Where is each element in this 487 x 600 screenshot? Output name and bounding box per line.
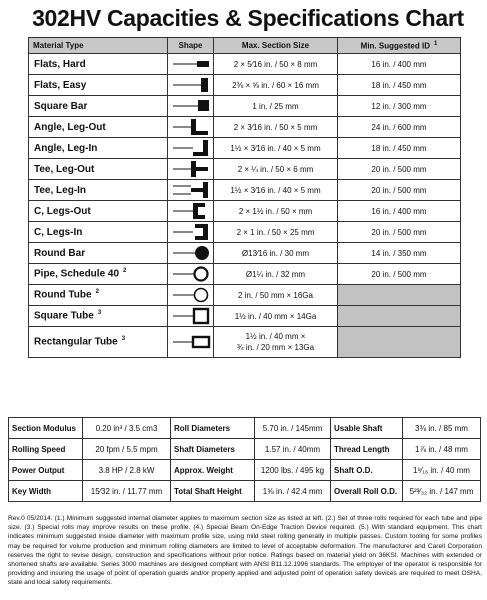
capacity-row (29, 285, 461, 306)
footnote-marker: 1 (434, 40, 438, 47)
max-section-size-value: 1½ × 3⁄16 in. / 40 × 5 mm (230, 143, 321, 153)
spec-label: Roll Diameters (171, 418, 255, 439)
material-type-label: Angle, Leg-In (34, 142, 98, 154)
angle-leg-out-icon (168, 118, 213, 136)
max-section-size-cell (214, 306, 338, 327)
capacity-row (29, 264, 461, 285)
capacity-row (29, 159, 461, 180)
min-suggested-id-cell (338, 222, 461, 243)
spec-label: Approx. Weight (171, 460, 255, 481)
header-shape: Shape (168, 38, 214, 54)
material-type-cell (29, 201, 168, 222)
shape-cell (168, 306, 214, 327)
max-section-size-cell (214, 75, 338, 96)
shape-cell (168, 75, 214, 96)
max-section-size-cell (214, 159, 338, 180)
material-type-label: Square Bar (34, 100, 88, 112)
shape-cell (168, 327, 214, 358)
spec-label: Thread Length (331, 439, 403, 460)
tee-leg-out-icon (168, 160, 213, 178)
spec-value: 1200 lbs. / 495 kg (255, 460, 331, 481)
material-type-cell (29, 285, 168, 306)
min-suggested-id-cell (338, 117, 461, 138)
min-suggested-id-cell (338, 96, 461, 117)
capacity-row (29, 138, 461, 159)
max-section-size-cell (214, 327, 338, 358)
material-type-cell (29, 117, 168, 138)
min-suggested-id-value: 16 in. / 400 mm (371, 59, 427, 69)
max-section-size-cell (214, 264, 338, 285)
min-suggested-id-cell (338, 264, 461, 285)
max-section-size-value: 1½ × 3⁄16 in. / 40 × 5 mm (230, 185, 321, 195)
material-type-cell (29, 159, 168, 180)
shape-cell (168, 96, 214, 117)
square-bar-icon (168, 98, 213, 114)
spec-label: Overall Roll O.D. (331, 481, 403, 502)
angle-leg-in-icon (168, 139, 213, 157)
max-section-size-value: 2 in. / 50 mm × 16Ga (238, 290, 313, 300)
material-type-cell (29, 222, 168, 243)
spec-row (9, 481, 481, 502)
spec-value: 5.70 in. / 145mm (255, 418, 331, 439)
max-section-size-line: ¾ in. / 20 mm × 13Ga (236, 343, 315, 352)
spec-label: Shaft O.D. (331, 460, 403, 481)
spec-value: 20 fpm / 5.5 mpm (83, 439, 171, 460)
shape-cell (168, 243, 214, 264)
capacity-row (29, 54, 461, 75)
min-suggested-id-cell (338, 138, 461, 159)
capacity-row (29, 327, 461, 358)
shape-cell (168, 117, 214, 138)
max-section-size-cell (214, 138, 338, 159)
material-type-label: Tee, Leg-In (34, 184, 87, 196)
spec-label: Power Output (9, 460, 83, 481)
max-section-size-value: 2 × 1 in. / 50 × 25 mm (236, 227, 315, 237)
flat-hard-icon (168, 57, 213, 71)
rectangular-tube-icon (168, 333, 213, 351)
min-suggested-id-cell (338, 327, 461, 358)
spec-value: 1⅞ in. / 48 mm (403, 439, 481, 460)
material-type-cell (29, 327, 168, 358)
spec-value: 3⅜ in. / 85 mm (403, 418, 481, 439)
footnote-marker: 3 (121, 336, 126, 343)
min-suggested-id-cell (338, 243, 461, 264)
shape-cell (168, 264, 214, 285)
max-section-size-cell (214, 54, 338, 75)
footnote-marker: 2 (95, 289, 99, 296)
min-suggested-id-cell (338, 285, 461, 306)
spec-value: 0.20 in³ / 3.5 cm3 (83, 418, 171, 439)
min-suggested-id-value: 16 in. / 400 mm (371, 206, 427, 216)
material-type-label: Tee, Leg-Out (34, 163, 95, 175)
max-section-size-cell (214, 201, 338, 222)
material-type-label: Round Tube (34, 289, 92, 301)
min-suggested-id-value: 14 in. / 350 mm (371, 248, 427, 258)
shape-cell (168, 159, 214, 180)
min-suggested-id-cell (338, 180, 461, 201)
max-section-size-value: 2⅜ × ⅝ in. / 60 × 16 mm (232, 80, 319, 90)
min-suggested-id-cell (338, 306, 461, 327)
spec-value: 1⅝ in. / 42.4 mm (255, 481, 331, 502)
round-tube-icon (168, 286, 213, 304)
material-type-cell (29, 180, 168, 201)
max-section-size-value: Ø1¼ in. / 32 mm (245, 269, 306, 279)
spec-value: 1.57 in. / 40mm (255, 439, 331, 460)
shape-cell (168, 201, 214, 222)
capacity-row (29, 306, 461, 327)
max-section-size-cell (214, 180, 338, 201)
capacities-header-row (29, 38, 461, 54)
spec-value: 3.8 HP / 2.8 kW (83, 460, 171, 481)
max-section-size-value: Ø13⁄16 in. / 30 mm (241, 248, 310, 258)
spec-label: Total Shaft Height (171, 481, 255, 502)
shape-cell (168, 54, 214, 75)
max-section-size-value: 1 in. / 25 mm (252, 101, 299, 111)
material-type-cell (29, 264, 168, 285)
shape-cell (168, 222, 214, 243)
material-type-cell (29, 306, 168, 327)
min-suggested-id-value: 24 in. / 600 mm (371, 122, 427, 132)
min-suggested-id-value: 18 in. / 450 mm (371, 80, 427, 90)
min-suggested-id-cell (338, 54, 461, 75)
material-type-label: C, Legs-In (34, 226, 83, 238)
capacity-row (29, 96, 461, 117)
max-section-size-cell (214, 243, 338, 264)
capacity-row (29, 180, 461, 201)
material-type-cell (29, 54, 168, 75)
spec-row (9, 460, 481, 481)
min-suggested-id-value: 20 in. / 500 mm (371, 185, 427, 195)
spec-label: Key Width (9, 481, 83, 502)
spec-row (9, 439, 481, 460)
header-material-type: Material Type (29, 38, 168, 54)
material-type-label: C, Legs-Out (34, 205, 91, 217)
material-type-cell (29, 138, 168, 159)
spec-row (9, 418, 481, 439)
pipe-icon (168, 265, 213, 283)
spec-label: Shaft Diameters (171, 439, 255, 460)
tee-leg-in-icon (168, 181, 213, 199)
capacities-table (28, 37, 461, 358)
min-suggested-id-value: 18 in. / 450 mm (371, 143, 427, 153)
capacity-row (29, 201, 461, 222)
spec-label: Rolling Speed (9, 439, 83, 460)
max-section-size-value: 2 × 3⁄16 in. / 50 × 5 mm (233, 122, 318, 132)
round-bar-icon (168, 244, 213, 262)
material-type-label: Rectangular Tube (34, 336, 118, 348)
shape-cell (168, 285, 214, 306)
material-type-cell (29, 96, 168, 117)
max-section-size-cell (214, 117, 338, 138)
shape-cell (168, 180, 214, 201)
min-suggested-id-value: 12 in. / 300 mm (371, 101, 427, 111)
flat-easy-icon (168, 77, 213, 93)
machine-specifications-table (8, 417, 481, 502)
max-section-size-value: 2 × ¼ in. / 50 × 6 mm (237, 164, 314, 174)
min-suggested-id-cell (338, 201, 461, 222)
footnote-marker: 3 (97, 310, 102, 317)
min-suggested-id-cell (338, 75, 461, 96)
material-type-label: Angle, Leg-Out (34, 121, 106, 133)
max-section-size-cell (214, 285, 338, 306)
channel-legs-in-icon (168, 223, 213, 241)
material-type-label: Square Tube (34, 310, 94, 322)
max-section-size-cell (214, 222, 338, 243)
max-section-size-value: 1½ in. / 40 mm × 14Ga (234, 311, 317, 321)
square-tube-icon (168, 307, 213, 325)
shape-cell (168, 138, 214, 159)
header-max-section-size: Max. Section Size (214, 38, 338, 54)
spec-label: Section Modulus (9, 418, 83, 439)
min-suggested-id-value: 20 in. / 500 mm (371, 269, 427, 279)
max-section-size-value: 2 × 1½ in. / 50 × mm (238, 206, 313, 216)
material-type-label: Flats, Easy (34, 79, 87, 91)
material-type-label: Flats, Hard (34, 58, 86, 70)
capacity-row (29, 75, 461, 96)
max-section-size-cell (214, 96, 338, 117)
material-type-label: Pipe, Schedule 40 (34, 268, 120, 280)
spec-value: 5²³⁄₃₂ in. / 147 mm (403, 481, 481, 502)
min-suggested-id-value: 20 in. / 500 mm (371, 164, 427, 174)
capacity-row (29, 222, 461, 243)
max-section-size-value: 2 × 5⁄16 in. / 50 × 8 mm (233, 59, 318, 69)
min-suggested-id-cell (338, 159, 461, 180)
material-type-cell (29, 75, 168, 96)
capacity-row (29, 117, 461, 138)
max-section-size-line: 1½ in. / 40 mm × (245, 332, 306, 341)
header-min-suggested-id: Min. Suggested ID $^1$ (338, 38, 461, 54)
min-suggested-id-value: 20 in. / 500 mm (371, 227, 427, 237)
capacity-row (29, 243, 461, 264)
channel-legs-out-icon (168, 202, 213, 220)
footnote-text: Rev.0 05/2014. (1.) Minimum suggested internal diameter applies to maximum section size as listed at left. (2.) Set of three rolls required for each tube and pipe size. (3.) Special rolls may improve results on these profile. (4.) Special Beam On-Edge Traction Device required. (5.) With standard equipment. This chart indicates minimum suggested inside diameter with maximum profile size, using mild steel rolling generally in multiple passes. Custom tooling for some profiles may be required for volume production and minimum rolling diameters are limited to level of acceptable deformation. The manufacturer and Carell Corporation reserves the right to revise design, construction and specifications without prior notice. Ratings based on material yield on 36KSI. Machines with extended or shortened shafts are available. Series 3000 machines are designed compliant with ANSI B11.12.1996 standards. The employer of the operator is responsible for providing and insuring the usage of point of operation guards and/or properly applied and adjusted point of operation safety devices are required to meet OSHA, state and local safety requirements. (8, 515, 482, 587)
spec-value: 15⁄32 in. / 11.77 mm (83, 481, 171, 502)
page-title: 302HV Capacities & Specifications Chart (32, 5, 464, 31)
footnote-marker: 2 (123, 268, 127, 275)
spec-value: 1⁹⁄₁₆ in. / 40 mm (403, 460, 481, 481)
material-type-label: Round Bar (34, 247, 86, 259)
spec-label: Usable Shaft (331, 418, 403, 439)
material-type-cell (29, 243, 168, 264)
